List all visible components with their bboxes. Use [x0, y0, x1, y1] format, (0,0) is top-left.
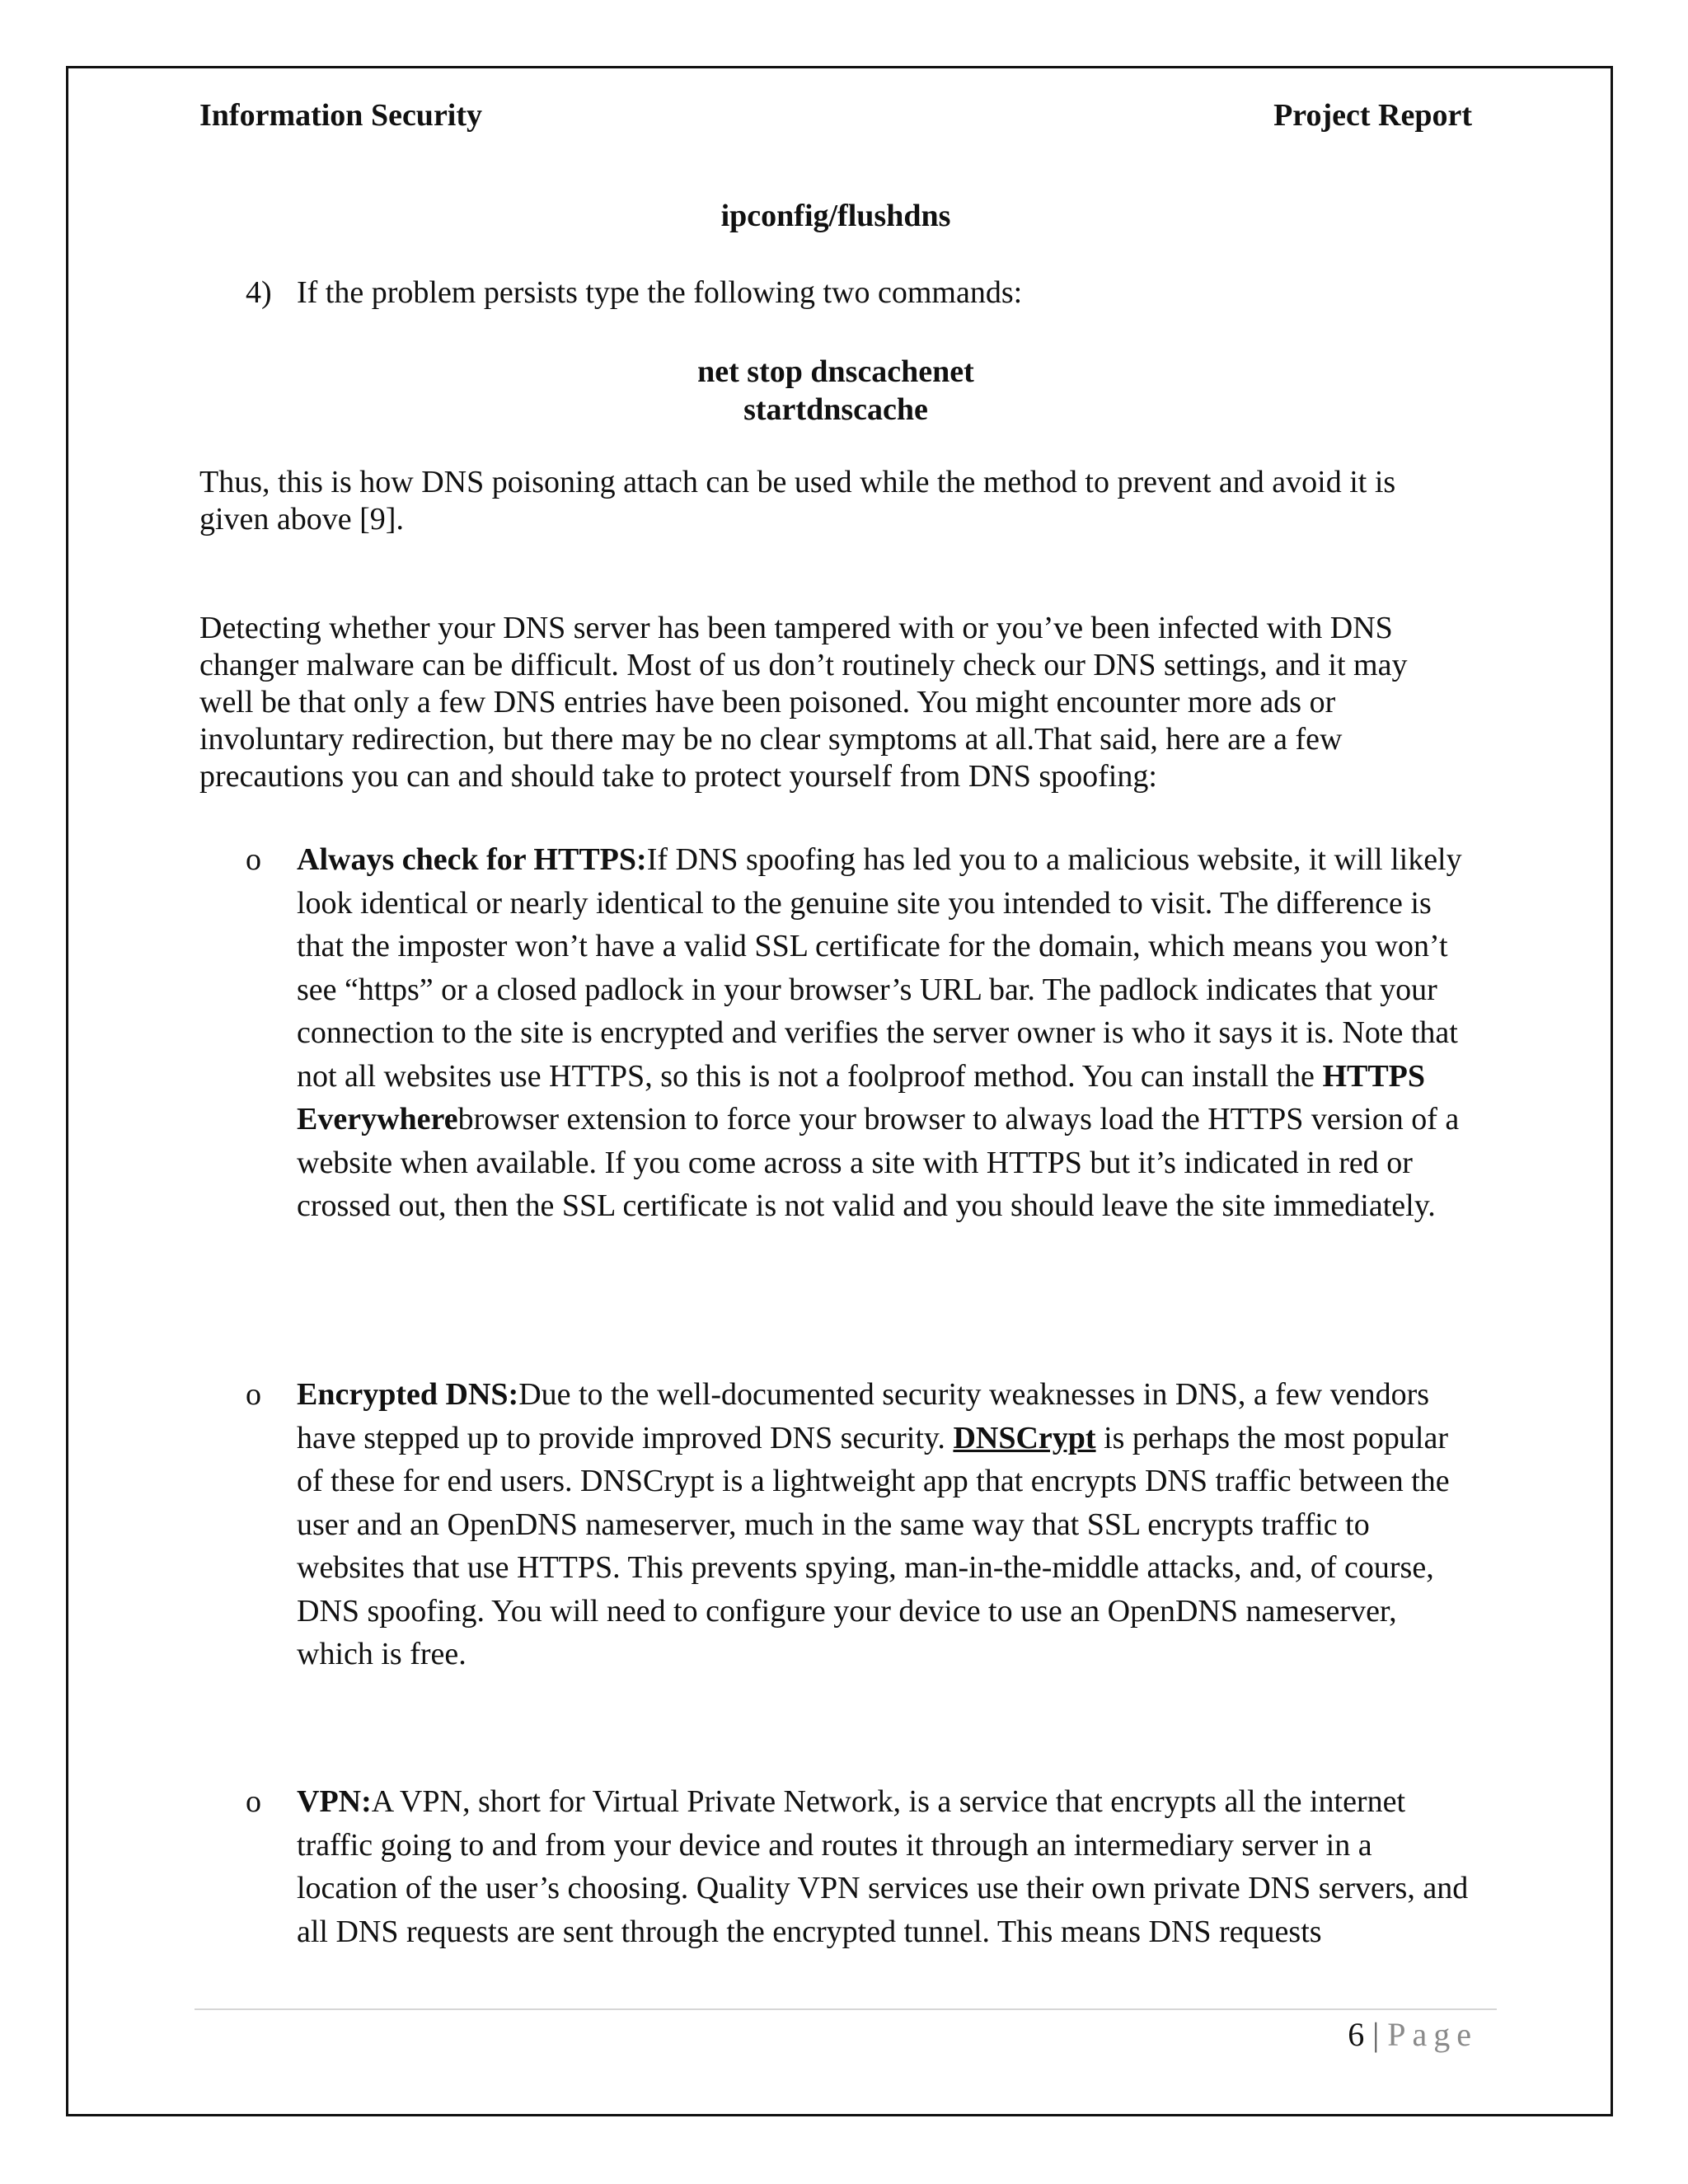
- https-everywhere-label: HTTPS Everywhere: [297, 1058, 1426, 1137]
- detection-paragraph: Detecting whether your DNS server has been tampered with or you’ve been infected with DNS changer malware can be difficult. Most of us don’t routinely check our DNS settings, and it may well be that only a few DNS entries have been poisoned. You might encounter more ads or involuntary redirection, but there may be no clear symptoms at all.That said, here are a few precautions you can and should take to protect yourself from DNS spoofing:: [199, 611, 1408, 794]
- bullet-marker: o: [246, 1784, 261, 1819]
- dnscache-commands: [199, 353, 1472, 429]
- footer-divider: [195, 2008, 1497, 2010]
- bullet-text: If DNS spoofing has led you to a malicious website, it will likely look identical or nearly identical to the genuine site you intended to visit. The difference is that the imposter won’t have a valid SSL certificate for the domain, which means you won’t see “https” or a closed padlock in your browser’s URL bar. The padlock indicates that your connection to the site is encrypted and verifies the server owner is who it says it is. Note that not all websites use HTTPS, so this is not a foolproof method. You can install the: [297, 842, 1462, 1094]
- bullet-text: Due to the well-documented security weaknesses in DNS, a few vendors have stepped up to provide improved DNS security.: [297, 1377, 1430, 1455]
- list-item-vpn: [246, 1780, 1474, 1953]
- command-line-1: net stop dnscachenet: [697, 354, 974, 389]
- bullet-text: browser extension to force your browser to always load the HTTPS version of a website when available. If you come across a site with HTTPS but it’s indicated in red or crossed out, then the SSL certificate is not valid and you should leave the site immediately.: [297, 1102, 1460, 1223]
- dnscrypt-link[interactable]: DNSCrypt: [953, 1420, 1096, 1455]
- bullet-marker: o: [246, 842, 261, 877]
- bullet-body: [297, 1780, 1474, 1953]
- page-label: Page: [1387, 2016, 1478, 2053]
- page-number: 6: [1348, 2016, 1365, 2053]
- summary-paragraph: Thus, this is how DNS poisoning attach can be used while the method to prevent and avoid it is given above [9].: [199, 465, 1396, 537]
- bullet-text: is perhaps the most popular of these for end users. DNSCrypt is a lightweight app that encrypts DNS traffic between the user and an OpenDNS nameserver, much in the same way that SSL encrypts traffic to websites that use HTTPS. This prevents spying, man-in-the-middle attacks, and, of course, DNS spoofing. You will need to configure your device to use an OpenDNS nameserver, which is free.: [297, 1420, 1450, 1671]
- footer-separator: |: [1372, 2016, 1380, 2053]
- command-line-2: startdnscache: [743, 392, 928, 427]
- bullet-marker: o: [246, 1377, 261, 1412]
- bullet-body: [297, 1373, 1474, 1676]
- page-header: [199, 97, 1472, 138]
- step-number: 4): [246, 275, 272, 310]
- bullet-body: [297, 838, 1474, 1228]
- bullet-title: Encrypted DNS:: [297, 1377, 519, 1412]
- flushdns-command: ipconfig/flushdns: [720, 199, 951, 233]
- step-text: If the problem persists type the following two commands:: [297, 275, 1023, 310]
- step-item: [246, 274, 1022, 311]
- page-footer: [1348, 2015, 1478, 2054]
- list-item-https: [246, 838, 1474, 1228]
- header-right-title: Project Report: [1273, 98, 1472, 133]
- bullet-title: VPN:: [297, 1784, 372, 1819]
- bullet-title: Always check for HTTPS:: [297, 842, 647, 877]
- list-item-encrypted-dns: [246, 1373, 1474, 1676]
- header-left-title: Information Security: [199, 98, 483, 133]
- bullet-text: A VPN, short for Virtual Private Network, is a service that encrypts all the internet traffic going to and from your device and routes it through an intermediary server in a location of the user’s choosing. Quality VPN services use their own private DNS servers, and all DNS requests are sent through the encrypted tunnel. This means DNS requests: [297, 1784, 1469, 1949]
